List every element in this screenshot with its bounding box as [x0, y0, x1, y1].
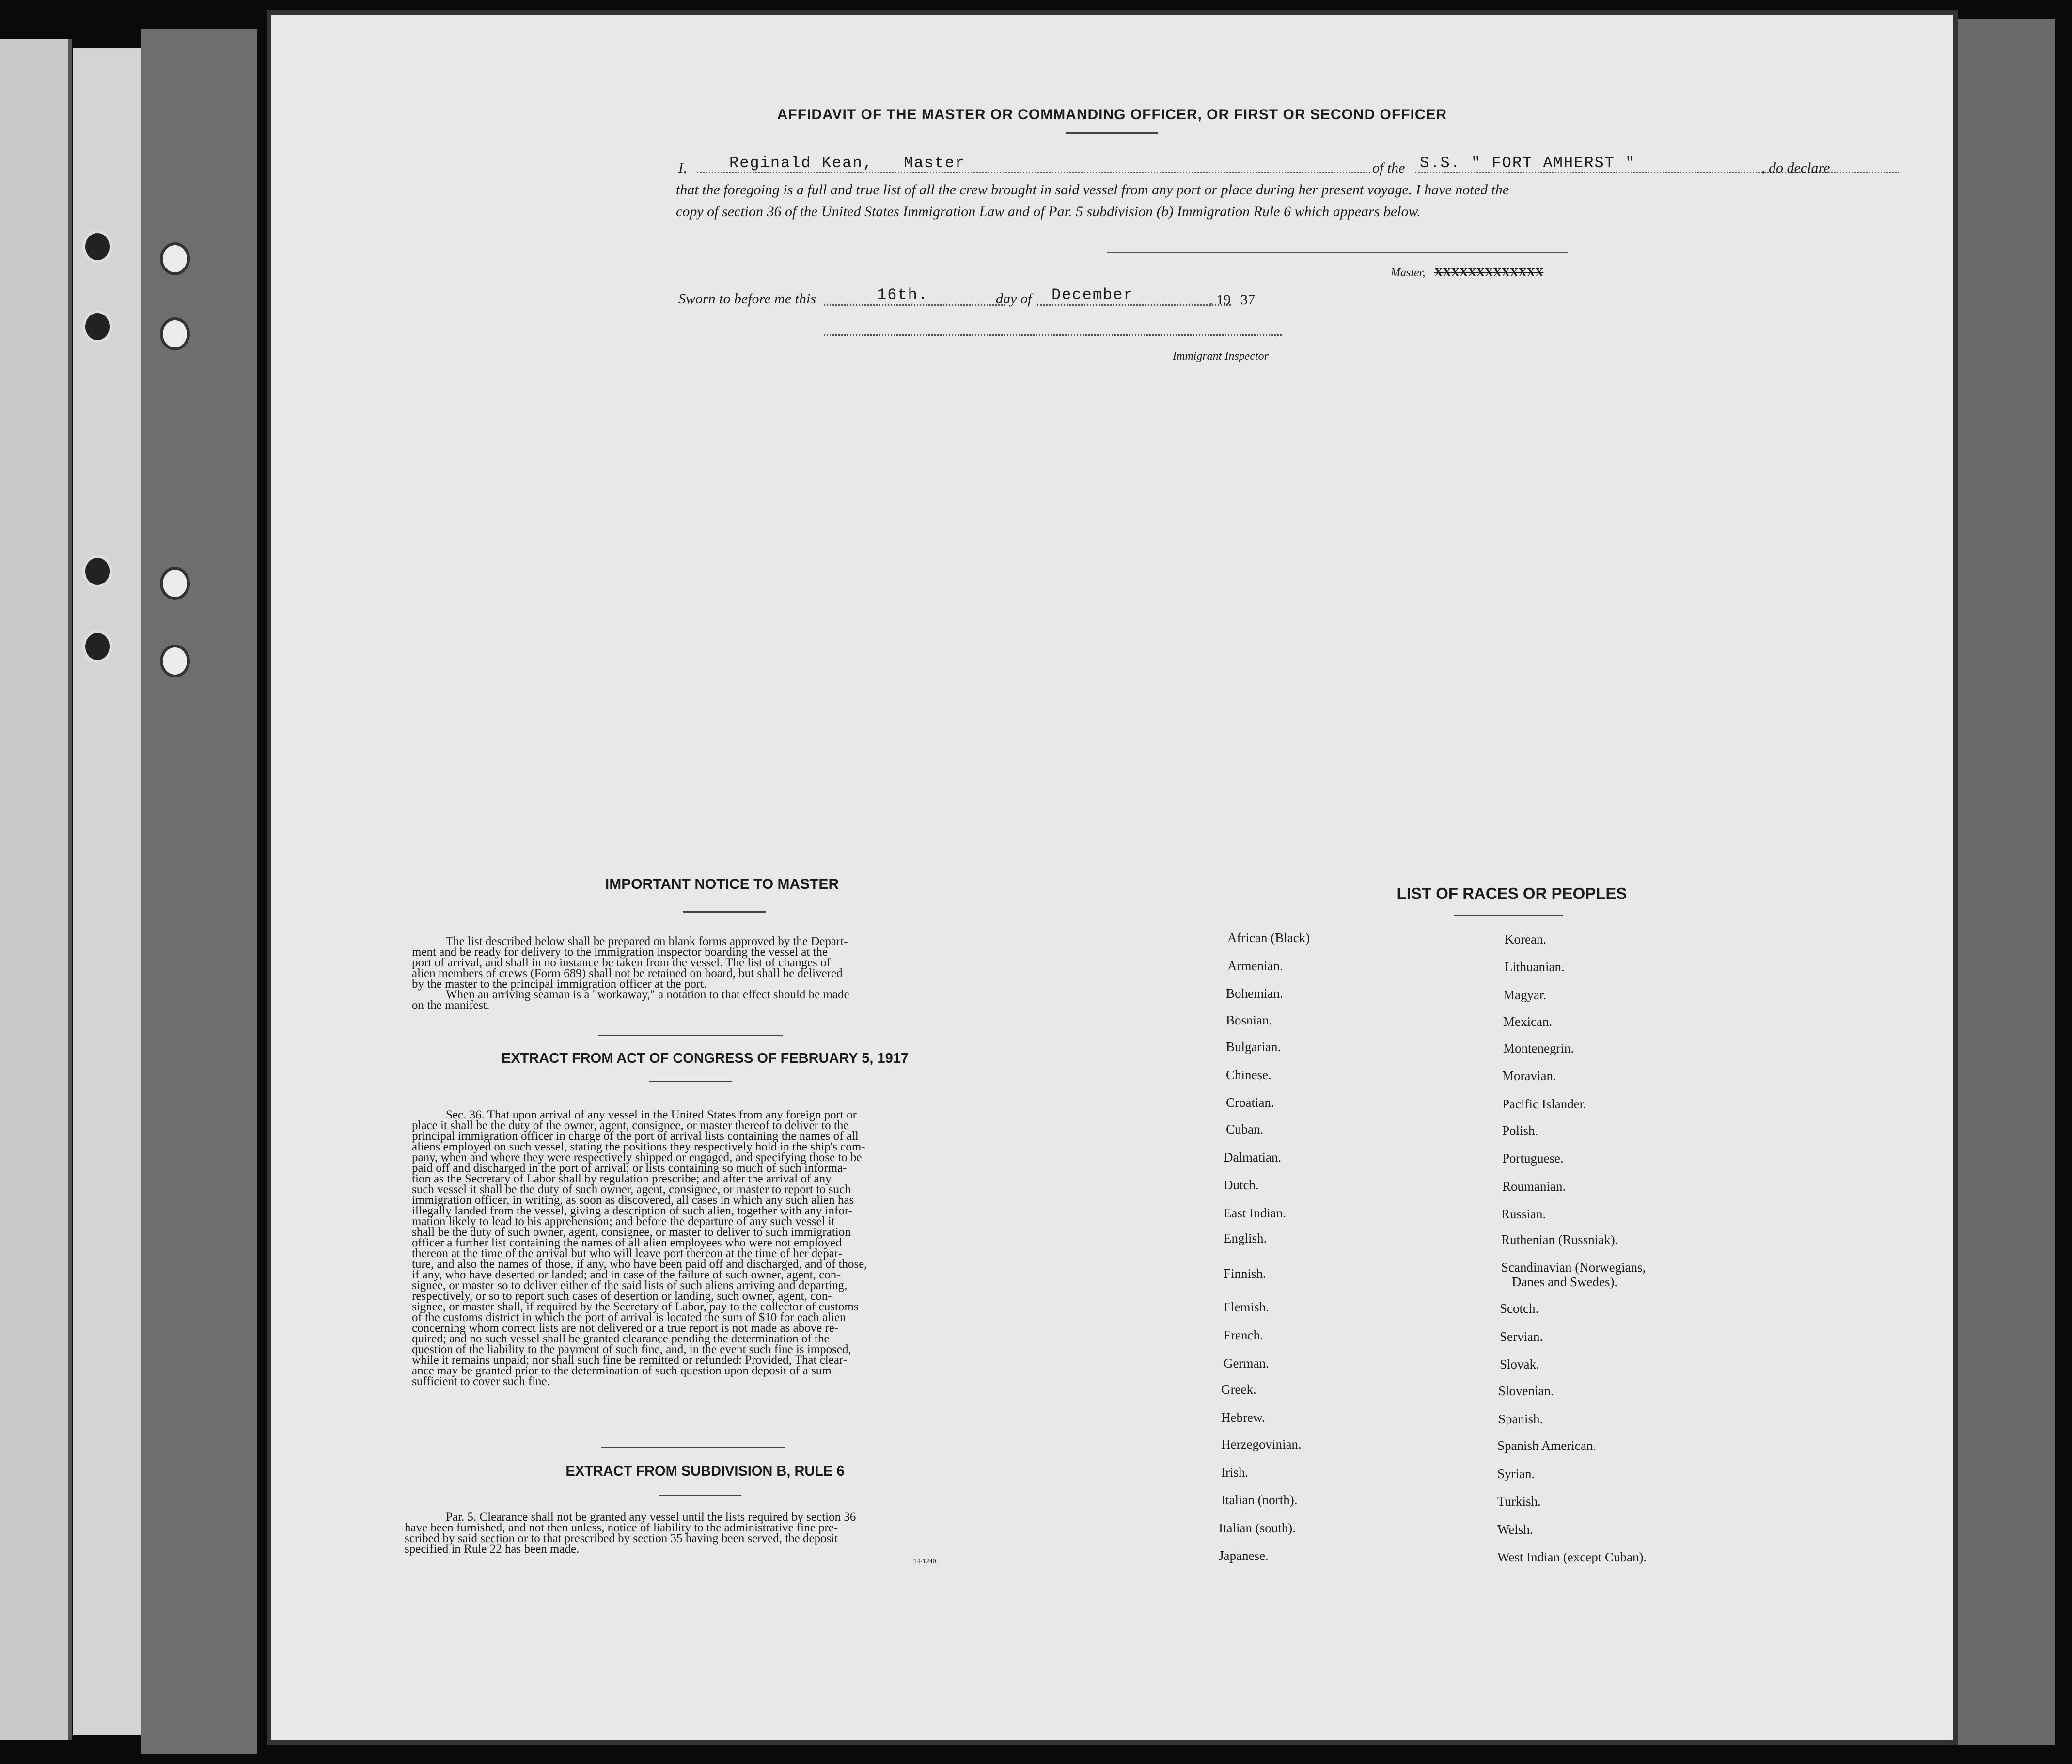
section-line: quired; and no such vessel shall be granted clearance pending the determination of the — [412, 1332, 830, 1345]
section-line: shall be the duty of such owner, agent, consignee, or master to deliver to such immigration — [412, 1226, 851, 1239]
punch-hole — [82, 310, 112, 343]
inspector-caption: Immigrant Inspector — [1173, 350, 1269, 362]
race-item: Bosnian. — [1226, 1013, 1272, 1027]
notice-line: alien members of crews (Form 689) shall not be retained on board, but shall be delivered — [412, 967, 843, 980]
race-item: Hebrew. — [1221, 1410, 1265, 1425]
race-item: Montenegrin. — [1503, 1041, 1574, 1055]
paragraph-line: have been furnished, and not then unless, notice of liability to the administrative fine pre- — [405, 1521, 838, 1534]
section-line: concerning whom correct lists are not delivered or a true report is not made as above re- — [412, 1322, 839, 1335]
notice-line: on the manifest. — [412, 999, 490, 1012]
race-item: Lithuanian. — [1505, 960, 1565, 974]
binder-page-edge — [73, 48, 143, 1735]
punch-hole — [82, 630, 112, 663]
race-item: Turkish. — [1497, 1494, 1541, 1509]
race-item: Scotch. — [1500, 1301, 1539, 1316]
race-item: Ruthenian (Russniak). — [1501, 1232, 1618, 1247]
sworn-day-value: 16th. — [877, 286, 929, 304]
race-item: Roumanian. — [1502, 1179, 1566, 1194]
race-item-continuation: Danes and Swedes). — [1512, 1275, 1618, 1289]
section-line: respectively, or so to report such cases of desertion or landing, such owner, agent, con- — [412, 1290, 832, 1303]
section-line: thereon at the time of the arrival but who will leave port thereon at the time of her depar- — [412, 1247, 843, 1260]
binder-page-edge — [0, 39, 72, 1740]
race-item: African (Black) — [1227, 930, 1310, 945]
race-item: Korean. — [1505, 932, 1547, 946]
paragraph-line: scribed by said section or to that prescribed by section 35 having been served, the deposit — [405, 1532, 838, 1545]
notice-line: by the master to the principal immigration officer at the port. — [412, 977, 707, 991]
rank-value: Master — [904, 154, 966, 172]
notice-title: IMPORTANT NOTICE TO MASTER — [605, 876, 839, 892]
vessel-value: S.S. " FORT AMHERST " — [1420, 154, 1636, 172]
inspector-signature-line — [824, 334, 1282, 336]
section-line: such vessel it shall be the duty of such owner, agent, consignee, or master to report to such — [412, 1183, 851, 1196]
punch-hole — [160, 567, 190, 600]
divider — [601, 1447, 785, 1448]
race-item: Armenian. — [1227, 959, 1283, 973]
race-item: German. — [1224, 1356, 1269, 1370]
section-line: of the customs district in which the port of arrival is located the sum of $10 for each alien — [412, 1311, 846, 1324]
notice-line: The list described below shall be prepared on blank forms approved by the Depart- — [446, 935, 848, 948]
race-item: Syrian. — [1497, 1466, 1535, 1481]
section-line: pany, when and where they were respectively shipped or engaged, and specifying those to be — [412, 1151, 862, 1164]
race-item: Moravian. — [1502, 1069, 1556, 1083]
race-item: English. — [1224, 1231, 1267, 1245]
race-item: Italian (south). — [1219, 1521, 1296, 1535]
notice-line: port of arrival, and shall in no instance be taken from the vessel. The list of changes of — [412, 956, 831, 969]
section-line: illegally landed from the vessel, giving a description of such alien, together with any infor- — [412, 1204, 852, 1217]
section-line: ance may be granted prior to the determination of such question upon deposit of a sum — [412, 1364, 832, 1377]
section-line: if any, who have deserted or landed; and in case of the failure of such owner, agent, con- — [412, 1268, 841, 1281]
section-line: question of the liability to the payment of such fine, and, in the event such fine is imposed, — [412, 1343, 851, 1356]
race-item: Irish. — [1221, 1465, 1249, 1480]
section-line: ture, and also the names of those, if any, who have been paid off and discharged, and of those, — [412, 1258, 867, 1271]
section-line: while it remains unpaid; nor shall such fine be remitted or refunded: Provided, That clear- — [412, 1354, 848, 1367]
race-item: Cuban. — [1226, 1122, 1264, 1136]
race-item: East Indian. — [1224, 1206, 1286, 1220]
section-line: signee, or master so to deliver either of the said lists of such aliens arriving and departing, — [412, 1279, 848, 1292]
document-page — [271, 15, 1953, 1740]
sworn-month-value: December — [1052, 286, 1134, 304]
par-5-text — [405, 1512, 998, 1555]
notice-line: ment and be ready for delivery to the immigration inspector boarding the vessel at the — [412, 945, 828, 959]
race-item: Herzegovinian. — [1221, 1437, 1302, 1451]
section-line: officer a further list containing the names of all alien employees who were not employed — [412, 1236, 842, 1249]
race-item: Russian. — [1501, 1207, 1546, 1221]
section-line: tion as the Secretary of Labor shall by regulation prescribe; and after the arrival of any — [412, 1172, 832, 1185]
punch-hole — [160, 317, 190, 350]
race-item: Finnish. — [1224, 1266, 1266, 1281]
form-number: 14-1240 — [913, 1558, 936, 1565]
notice-line: When an arriving seaman is a "workaway," a notation to that effect should be made — [446, 988, 849, 1001]
divider — [1454, 915, 1563, 916]
affidavit-line-2: that the foregoing is a full and true list of all the crew brought in said vessel from any port or place during her present voyage. I have noted the — [676, 182, 1509, 198]
race-item: Japanese. — [1219, 1548, 1269, 1563]
signature-struck-text: XXXXXXXXXXXXX — [1434, 267, 1544, 279]
section-line: immigration officer, in writing, as soon as discovered, all cases in which any such alien has — [412, 1194, 854, 1207]
section-line: mation likely to lead to his apprehension; and before the departure of any such vessel it — [412, 1215, 835, 1228]
section-line: place it shall be the duty of the owner, agent, consignee, or master thereof to deliver to the — [412, 1119, 849, 1132]
race-item: French. — [1224, 1328, 1263, 1342]
sworn-day-line — [824, 304, 1005, 306]
race-item: Croatian. — [1226, 1095, 1274, 1110]
sworn-label: Sworn to before me this — [678, 291, 816, 307]
sworn-month-line — [1037, 304, 1231, 306]
binder-spine-left — [141, 29, 257, 1754]
race-item: Flemish. — [1224, 1300, 1269, 1314]
race-item: Scandinavian (Norwegians, — [1501, 1260, 1646, 1275]
notice-paragraph-1 — [412, 936, 998, 1011]
divider — [1066, 132, 1158, 134]
day-of-label: day of — [996, 291, 1032, 307]
race-item: Polish. — [1502, 1123, 1538, 1138]
affidavit-title: AFFIDAVIT OF THE MASTER OR COMMANDING OFFICER, OR FIRST OR SECOND OFFICER — [777, 107, 1447, 123]
section-line: signee, or master shall, if required by the Secretary of Labor, pay to the collector of customs — [412, 1300, 859, 1313]
punch-hole — [82, 555, 112, 588]
race-item: Slovak. — [1500, 1357, 1539, 1371]
race-item: Servian. — [1500, 1329, 1543, 1344]
race-item: Greek. — [1221, 1382, 1256, 1397]
section-line: principal immigration officer in charge of the port of arrival lists containing the names of all — [412, 1130, 859, 1143]
section-line: aliens employed on such vessel, stating the positions they respectively hold in the ship's com- — [412, 1140, 865, 1153]
race-item: West Indian (except Cuban). — [1497, 1550, 1647, 1564]
rule6-title: EXTRACT FROM SUBDIVISION B, RULE 6 — [565, 1464, 845, 1479]
punch-hole — [82, 230, 112, 263]
do-declare-label: , do declare — [1761, 160, 1830, 176]
race-item: Bulgarian. — [1226, 1040, 1281, 1054]
divider — [649, 1081, 732, 1082]
punch-hole — [160, 645, 190, 677]
punch-hole — [160, 242, 190, 275]
affidavit-line-3: copy of section 36 of the United States Immigration Law and of Par. 5 subdivision (b) Immigration Rule 6 which appears below. — [676, 204, 1421, 220]
section-line: sufficient to cover such fine. — [412, 1375, 550, 1388]
section-line: paid off and discharged in the port of arrival; or lists containing so much of such informa- — [412, 1162, 847, 1175]
race-item: Spanish. — [1498, 1412, 1543, 1426]
race-item: Italian (north). — [1221, 1493, 1298, 1507]
year-suffix: 37 — [1240, 292, 1255, 308]
act-title: EXTRACT FROM ACT OF CONGRESS OF FEBRUARY 5, 1917 — [501, 1051, 909, 1066]
of-the-label: of the — [1372, 160, 1405, 176]
name-fill-line — [697, 172, 1370, 173]
paragraph-line: specified in Rule 22 has been made. — [405, 1543, 580, 1556]
race-item: Mexican. — [1503, 1014, 1553, 1029]
divider — [659, 1495, 741, 1496]
signature-caption: Master, — [1391, 267, 1426, 279]
race-item: Dalmatian. — [1224, 1150, 1282, 1165]
paragraph-line: Par. 5. Clearance shall not be granted any vessel until the lists required by section 36 — [446, 1511, 856, 1524]
signature-line — [1107, 252, 1568, 253]
race-item: Portuguese. — [1502, 1151, 1564, 1166]
race-item: Pacific Islander. — [1502, 1097, 1586, 1111]
race-item: Spanish American. — [1497, 1438, 1596, 1453]
race-item: Bohemian. — [1226, 986, 1283, 1001]
year-prefix: , 19 — [1209, 292, 1231, 308]
i-label: I, — [678, 160, 687, 176]
race-item: Magyar. — [1503, 988, 1547, 1002]
race-item: Slovenian. — [1498, 1384, 1554, 1398]
section-line: Sec. 36. That upon arrival of any vessel in the United States from any foreign port or — [446, 1108, 857, 1121]
race-item: Chinese. — [1226, 1068, 1271, 1082]
divider — [598, 1035, 783, 1036]
divider — [683, 911, 766, 913]
master-name-value: Reginald Kean, — [729, 154, 873, 172]
section-36-text — [412, 1110, 998, 1387]
race-item: Welsh. — [1497, 1522, 1533, 1537]
races-title: LIST OF RACES OR PEOPLES — [1397, 884, 1627, 902]
race-item: Dutch. — [1224, 1178, 1259, 1192]
